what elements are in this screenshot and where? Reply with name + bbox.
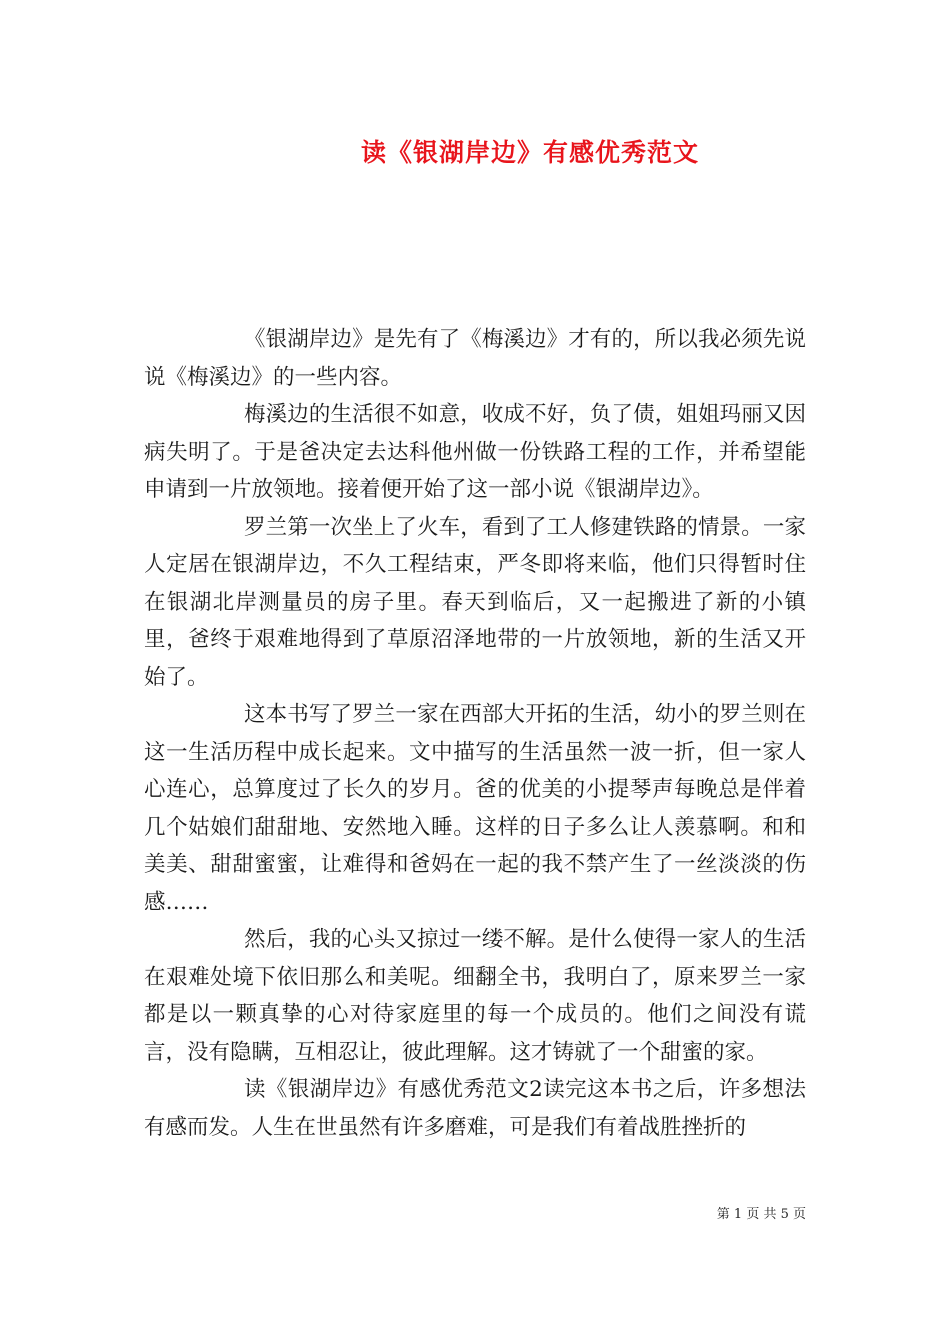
paragraph: 读《银湖岸边》有感优秀范文2读完这本书之后，许多想法有感而发。人生在世虽然有许多磨难，可是我们有着战胜挫折的 [144, 1077, 806, 1140]
paragraph: 《银湖岸边》是先有了《梅溪边》才有的，所以我必须先说说《梅溪边》的一些内容。 [144, 327, 806, 390]
paragraph: 然后，我的心头又掠过一缕不解。是什么使得一家人的生活在艰难处境下依旧那么和美呢。细翻全书，我明白了，原来罗兰一家都是以一颗真挚的心对待家庭里的每一个成员的。他们之间没有谎言，没有隐瞒，互相忍让，彼此理解。这才铸就了一个甜蜜的家。 [144, 927, 806, 1065]
paragraph: 梅溪边的生活很不如意，收成不好，负了债，姐姐玛丽又因病失明了。于是爸决定去达科他州做一份铁路工程的工作，并希望能申请到一片放领地。接着便开始了这一部小说《银湖岸边》。 [144, 402, 806, 502]
page-title: 读《银湖岸边》有感优秀范文 [360, 138, 699, 167]
paragraph: 罗兰第一次坐上了火车，看到了工人修建铁路的情景。一家人定居在银湖岸边，不久工程结束，严冬即将来临，他们只得暂时住在银湖北岸测量员的房子里。春天到临后，又一起搬进了新的小镇里，爸终于艰难地得到了草原沼泽地带的一片放领地，新的生活又开始了。 [144, 514, 806, 690]
paragraph: 这本书写了罗兰一家在西部大开拓的生活，幼小的罗兰则在这一生活历程中成长起来。文中描写的生活虽然一波一折，但一家人心连心，总算度过了长久的岁月。爸的优美的小提琴声每晚总是伴着几个姑娘们甜甜地、安然地入睡。这样的日子多么让人羡慕啊。和和美美、甜甜蜜蜜，让难得和爸妈在一起的我不禁产生了一丝淡淡的伤感…… [144, 702, 806, 915]
page-number-footer: 第 1 页 共 5 页 [716, 1207, 806, 1222]
document-body [144, 321, 806, 1146]
